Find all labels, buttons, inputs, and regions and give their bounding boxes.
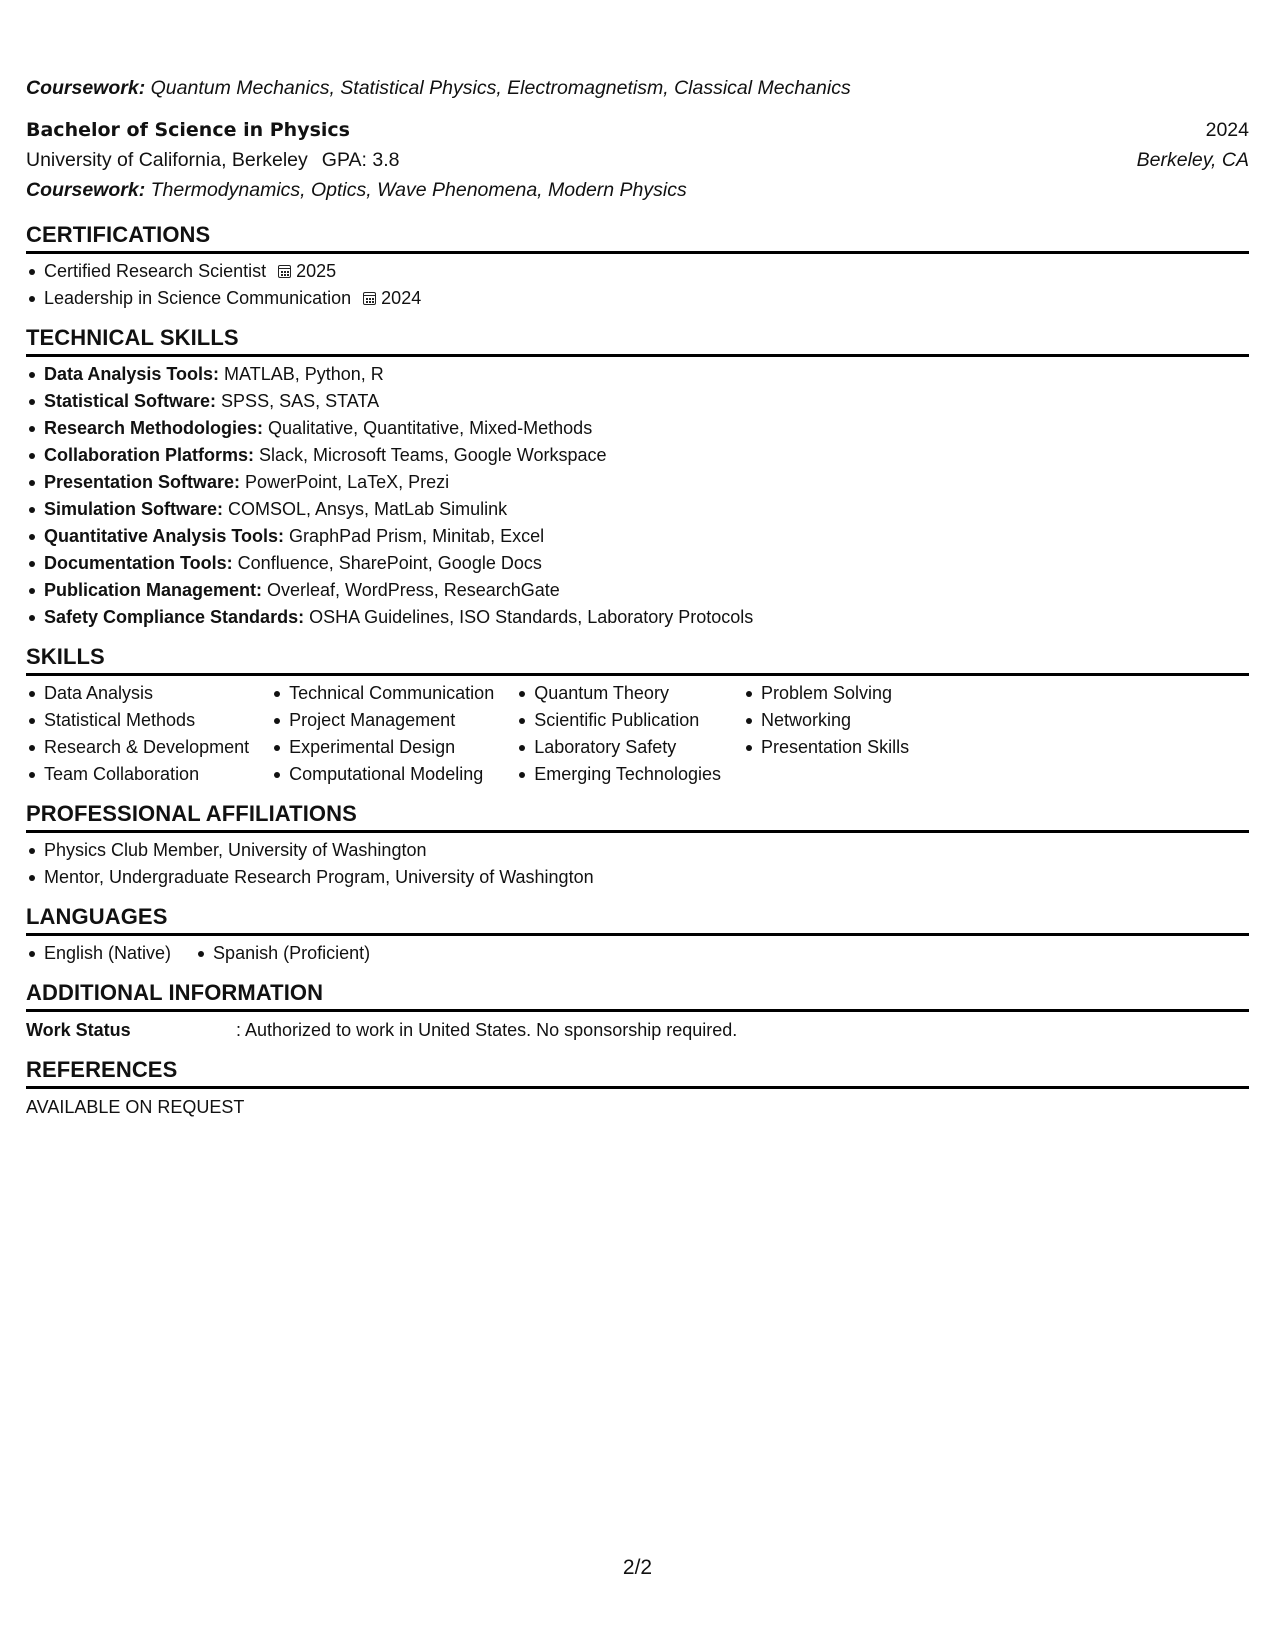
calendar-icon: [363, 292, 376, 305]
list-item: [26, 469, 1249, 496]
skills-column: [26, 680, 249, 788]
list-item: Spanish (Proficient): [195, 940, 370, 967]
skill-label: Quantitative Analysis Tools:: [44, 526, 285, 546]
degree-location: Berkeley, CA: [1136, 149, 1249, 171]
list-item: English (Native): [26, 940, 171, 967]
languages-list: [26, 940, 171, 967]
list-item: [26, 577, 1249, 604]
skill-value: COMSOL, Ansys, MatLab Simulink: [223, 499, 508, 519]
list-item: Networking: [743, 707, 909, 734]
degree-year: 2024: [1205, 119, 1249, 141]
list-item: [26, 442, 1249, 469]
skill-value: PowerPoint, LaTeX, Prezi: [240, 472, 450, 492]
section-title-certifications: CERTIFICATIONS: [26, 221, 1249, 254]
list-item: [26, 388, 1249, 415]
certification-name: Certified Research Scientist: [44, 261, 267, 281]
skills-column: [516, 680, 721, 788]
list-item: Research & Development: [26, 734, 249, 761]
coursework-text: Thermodynamics, Optics, Wave Phenomena, Modern Physics: [145, 179, 687, 201]
list-item: Project Management: [271, 707, 494, 734]
section-title-technical-skills: TECHNICAL SKILLS: [26, 324, 1249, 357]
skill-value: Overleaf, WordPress, ResearchGate: [262, 580, 560, 600]
section-title-languages: LANGUAGES: [26, 903, 1249, 936]
list-item: Data Analysis: [26, 680, 249, 707]
skill-label: Statistical Software:: [44, 391, 217, 411]
list-item: [26, 361, 1249, 388]
list-item: Problem Solving: [743, 680, 909, 707]
list-item: Laboratory Safety: [516, 734, 721, 761]
technical-skills-list: [26, 361, 1249, 631]
prev-coursework-line: [26, 73, 1249, 103]
skill-value: Confluence, SharePoint, Google Docs: [232, 553, 542, 573]
list-item: Quantum Theory: [516, 680, 721, 707]
skill-value: GraphPad Prism, Minitab, Excel: [284, 526, 545, 546]
list-item: Mentor, Undergraduate Research Program, University of Washington: [26, 864, 1249, 891]
degree-entry: [26, 115, 1249, 205]
resume-page: [26, 0, 1249, 1121]
calendar-icon: [278, 265, 291, 278]
list-item: [26, 496, 1249, 523]
list-item: Experimental Design: [271, 734, 494, 761]
work-status-row: [26, 1016, 1249, 1044]
skill-label: Presentation Software:: [44, 472, 241, 492]
section-title-references: REFERENCES: [26, 1056, 1249, 1089]
skill-label: Documentation Tools:: [44, 553, 233, 573]
page-number: 2/2: [622, 1556, 653, 1579]
coursework-label: Coursework:: [26, 77, 146, 99]
certification-year: 2025: [296, 261, 337, 281]
affiliations-list: [26, 837, 1249, 891]
degree-gpa: GPA: 3.8: [321, 149, 400, 171]
list-item: Team Collaboration: [26, 761, 249, 788]
skill-value: MATLAB, Python, R: [219, 364, 384, 384]
section-title-additional-information: ADDITIONAL INFORMATION: [26, 979, 1249, 1012]
list-item: [26, 523, 1249, 550]
coursework-text: Quantum Mechanics, Statistical Physics, Electromagnetism, Classical Mechanics: [145, 77, 851, 99]
section-title-affiliations: PROFESSIONAL AFFILIATIONS: [26, 800, 1249, 833]
list-item: Statistical Methods: [26, 707, 249, 734]
degree-title-row: [26, 115, 1249, 145]
skill-value: Slack, Microsoft Teams, Google Workspace: [254, 445, 607, 465]
list-item: Computational Modeling: [271, 761, 494, 788]
list-item: [26, 285, 1249, 312]
skill-label: Data Analysis Tools:: [44, 364, 220, 384]
references-text: AVAILABLE ON REQUEST: [26, 1097, 245, 1117]
list-item: Emerging Technologies: [516, 761, 721, 788]
certification-year: 2024: [381, 288, 422, 308]
list-item: Technical Communication: [271, 680, 494, 707]
list-item: [26, 415, 1249, 442]
work-status-label: Work Status: [26, 1020, 131, 1040]
work-status-value: : Authorized to work in United States. No sponsorship required.: [236, 1020, 738, 1040]
list-item: Presentation Skills: [743, 734, 909, 761]
languages-list: [195, 940, 370, 967]
degree-title: Bachelor of Science in Physics: [26, 119, 350, 141]
skills-column: [271, 680, 494, 788]
list-item: [26, 604, 1249, 631]
section-title-skills: SKILLS: [26, 643, 1249, 676]
skill-label: Publication Management:: [44, 580, 263, 600]
certifications-list: [26, 258, 1249, 312]
languages-row: [26, 940, 1249, 967]
skills-column: [743, 680, 909, 788]
list-item: Scientific Publication: [516, 707, 721, 734]
skill-label: Safety Compliance Standards:: [44, 607, 305, 627]
coursework-label: Coursework:: [26, 179, 146, 201]
list-item: [26, 258, 1249, 285]
skill-label: Collaboration Platforms:: [44, 445, 255, 465]
skill-value: OSHA Guidelines, ISO Standards, Laboratory Protocols: [304, 607, 754, 627]
skill-label: Simulation Software:: [44, 499, 224, 519]
certification-name: Leadership in Science Communication: [44, 288, 352, 308]
skills-grid: [26, 680, 1249, 788]
degree-school-row: [26, 145, 1249, 175]
degree-school: University of California, Berkeley: [26, 149, 308, 171]
list-item: Physics Club Member, University of Washington: [26, 837, 1249, 864]
skill-value: Qualitative, Quantitative, Mixed-Methods: [263, 418, 593, 438]
skill-label: Research Methodologies:: [44, 418, 264, 438]
list-item: [26, 550, 1249, 577]
skill-value: SPSS, SAS, STATA: [216, 391, 380, 411]
degree-coursework-line: [26, 175, 1249, 205]
